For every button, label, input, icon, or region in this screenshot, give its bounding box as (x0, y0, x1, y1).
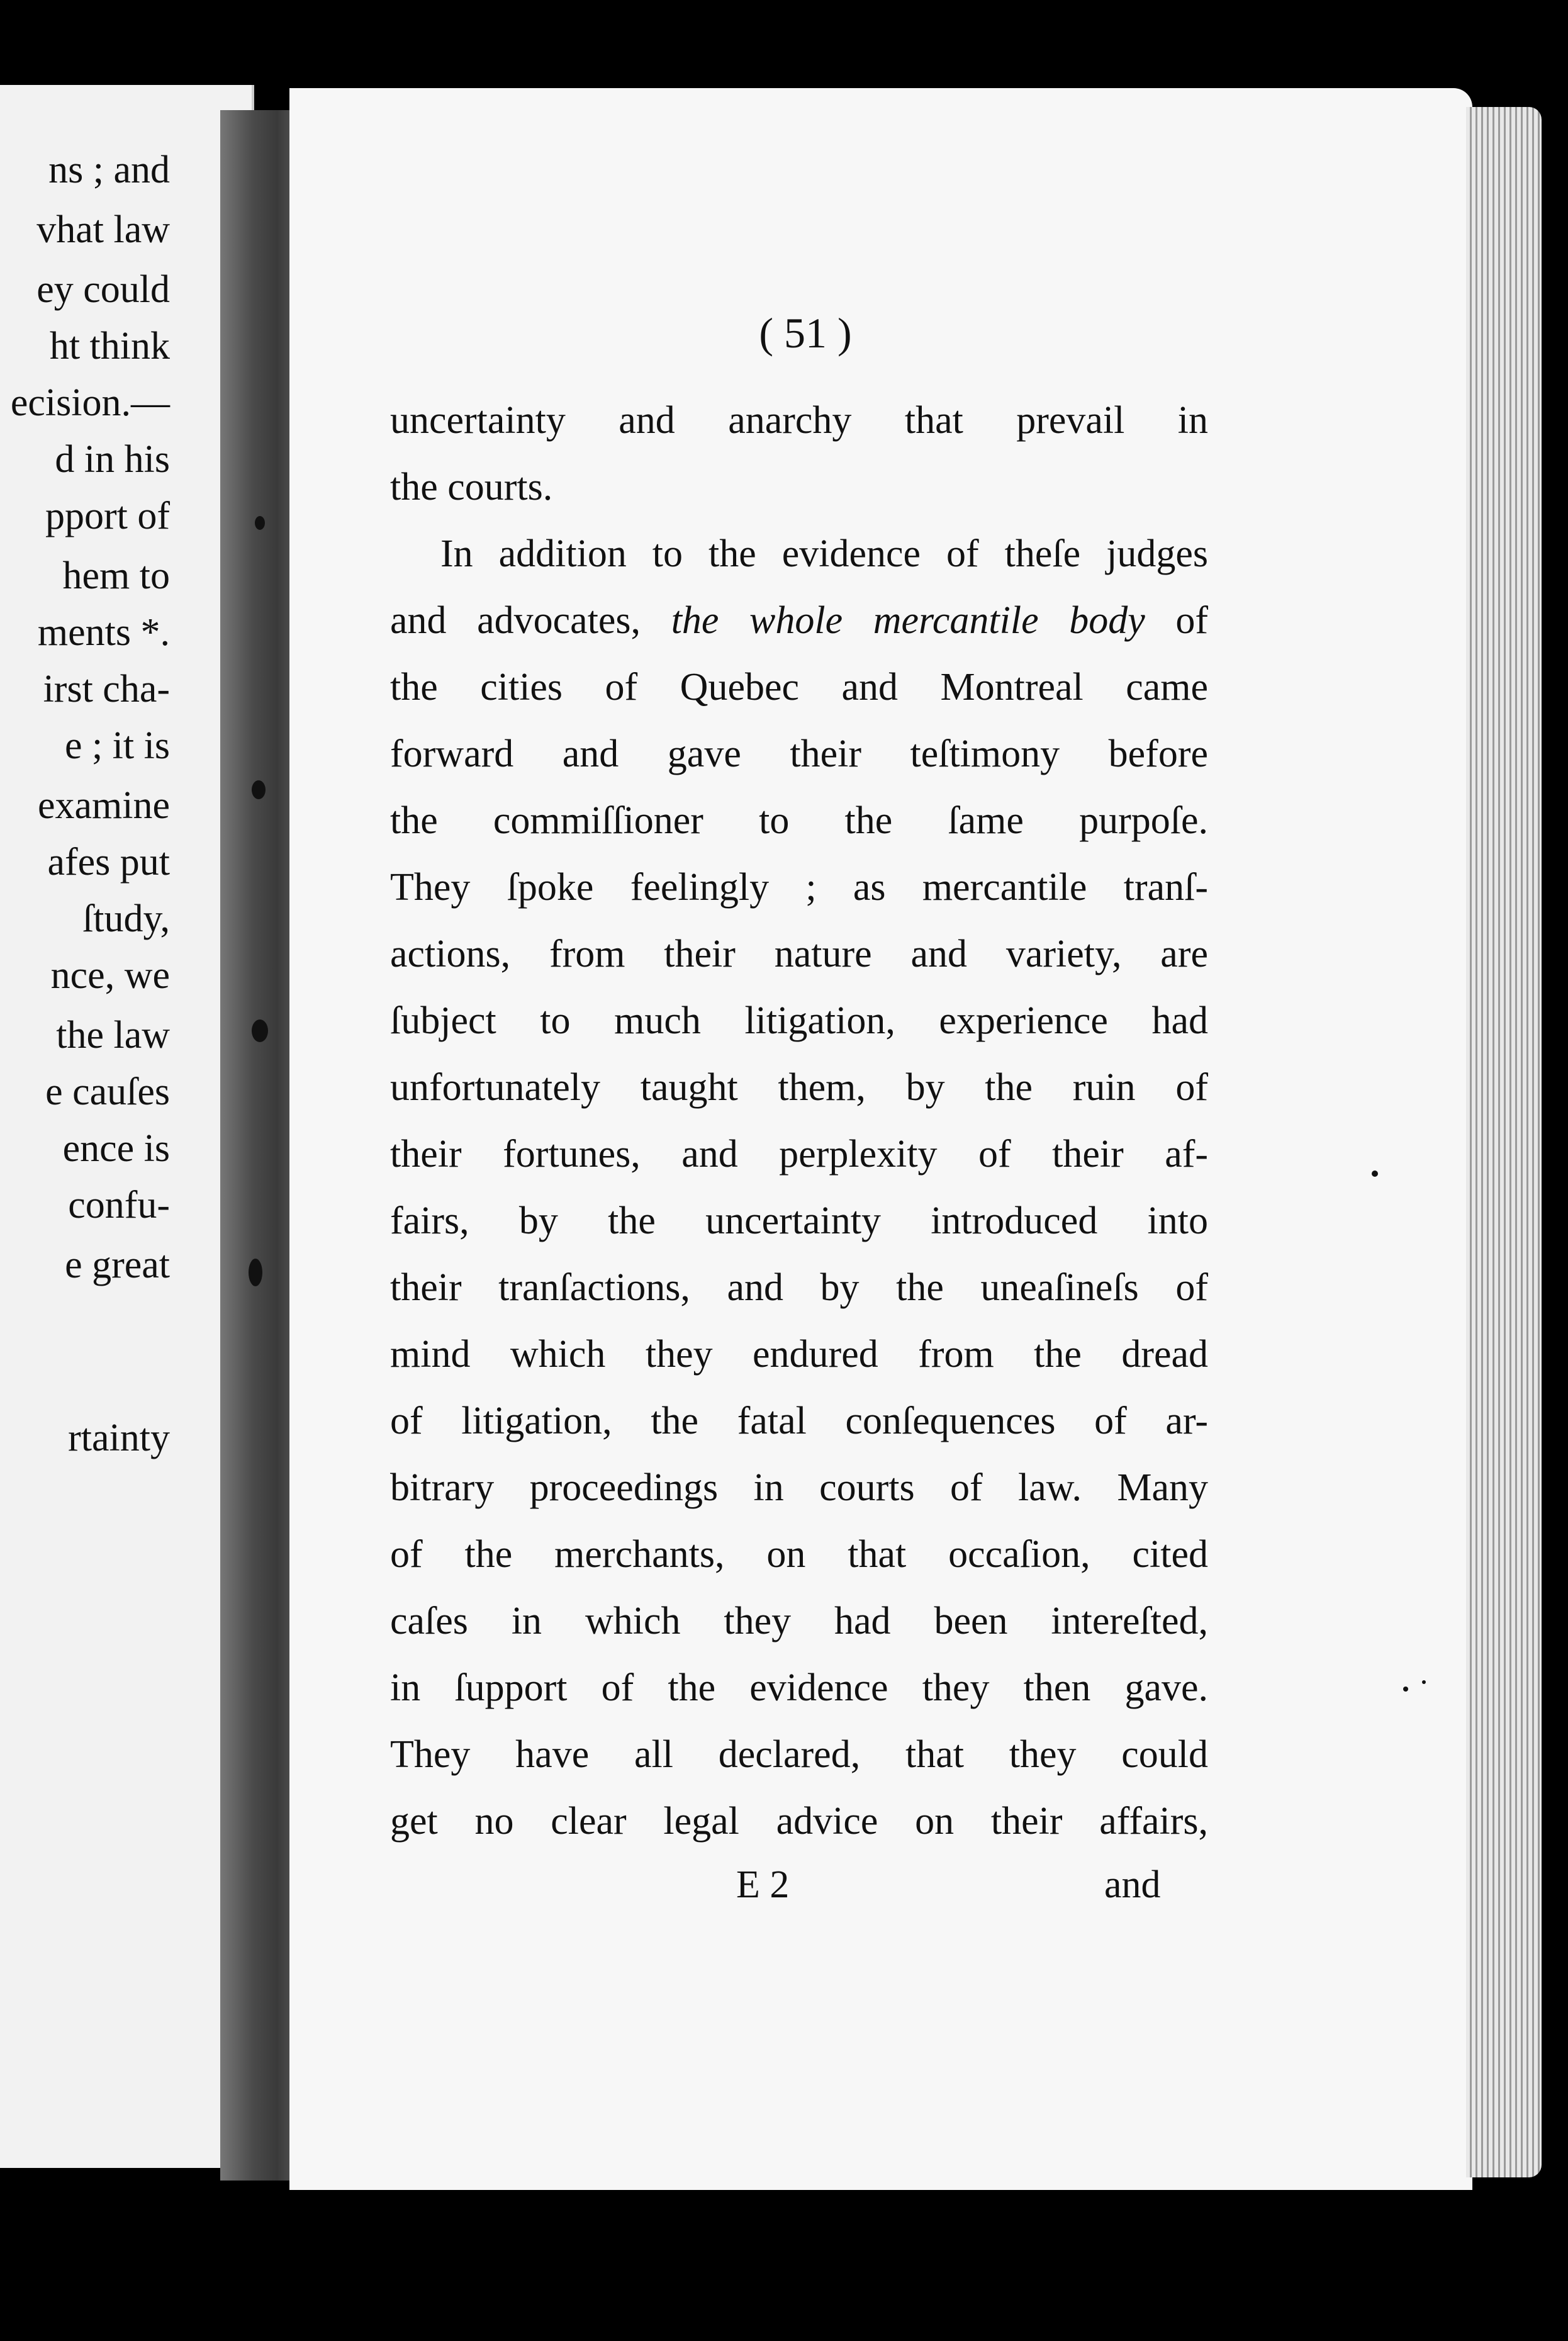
text-segment: unfortunately taught them, by the ruin of (390, 1066, 1208, 1109)
left-page-line: ſtudy, (82, 897, 170, 940)
left-page-line: e great (65, 1243, 170, 1286)
text-line (390, 854, 1208, 921)
text-segment: bitrary proceedings in courts of law. Many (390, 1466, 1208, 1509)
page-edges (1466, 107, 1542, 2177)
text-segment: get no clear legal advice on their affairs, (390, 1800, 1208, 1843)
ink-speck (252, 1019, 268, 1042)
text-line (390, 1187, 1208, 1254)
text-segment: actions, from their nature and variety, are (390, 933, 1208, 975)
text-segment: caſes in which they had been intereſted, (390, 1600, 1208, 1642)
left-page-line: e ; it is (64, 724, 170, 767)
text-segment: of litigation, the fatal conſequences of ar- (390, 1400, 1208, 1442)
text-segment: uncertainty and anarchy that prevail in (390, 399, 1208, 442)
text-line (390, 1254, 1208, 1321)
text-line (390, 1654, 1208, 1721)
text-line (390, 787, 1208, 854)
left-page-line: ey could (36, 268, 170, 311)
text-line (390, 721, 1208, 787)
left-page-line: rtainty (68, 1417, 170, 1459)
ink-speck (1403, 1687, 1408, 1692)
text-line (390, 1121, 1208, 1187)
text-line (390, 587, 1208, 654)
text-line (390, 921, 1208, 987)
text-line (390, 520, 1208, 587)
left-page-line: examine (37, 784, 170, 827)
ink-speck (1422, 1680, 1426, 1684)
text-segment: the courts. (390, 466, 553, 508)
body-text (390, 387, 1208, 1855)
text-line (390, 987, 1208, 1054)
text-segment: fairs, by the uncertainty introduced into (390, 1199, 1208, 1242)
text-segment: in ſupport of the evidence they then gave. (390, 1666, 1208, 1709)
text-line (390, 1054, 1208, 1121)
ink-speck (255, 516, 265, 530)
text-segment: In addition to the evidence of theſe judges (440, 532, 1208, 575)
left-page-line: vhat law (36, 208, 170, 251)
text-line (390, 454, 1208, 520)
ink-speck (252, 780, 266, 799)
left-page-line: d in his (55, 438, 170, 481)
left-page-line: ns ; and (48, 149, 170, 191)
left-page-line: pport of (45, 495, 170, 537)
signature-mark: E 2 (736, 1863, 790, 1906)
text-segment: They have all declared, that they could (390, 1733, 1208, 1776)
left-page-line: nce, we (50, 954, 170, 997)
text-line (390, 1388, 1208, 1454)
text-line (390, 1721, 1208, 1788)
text-segment: the commiſſioner to the ſame purpoſe. (390, 799, 1208, 842)
left-page-line: ments *. (37, 611, 170, 654)
text-line (390, 1788, 1208, 1855)
text-segment: mind which they endured from the dread (390, 1333, 1208, 1376)
text-segment: of (1145, 599, 1208, 642)
text-line (390, 1521, 1208, 1588)
ink-speck (1372, 1170, 1378, 1177)
text-line (390, 1454, 1208, 1521)
text-segment: and advocates, (390, 599, 671, 642)
text-segment: of the merchants, on that occaſion, cited (390, 1533, 1208, 1576)
text-segment: They ſpoke feelingly ; as mercantile tranſ- (390, 866, 1208, 909)
left-page-line: irst cha- (43, 668, 170, 710)
left-page-line: ecision.— (10, 381, 170, 424)
text-segment: their fortunes, and perplexity of their af- (390, 1133, 1208, 1176)
page-number: ( 51 ) (759, 309, 852, 357)
italic-phrase: the whole mercantile body (671, 599, 1145, 642)
left-page-line: hem to (62, 554, 170, 597)
text-segment: forward and gave their teſtimony before (390, 733, 1208, 775)
text-line (390, 1588, 1208, 1654)
catchword: and (1104, 1863, 1161, 1906)
text-segment: ſubject to much litigation, experience had (390, 999, 1208, 1042)
left-page-line: e cauſes (45, 1070, 170, 1113)
ink-speck (249, 1259, 262, 1286)
left-page-line: afes put (47, 841, 170, 884)
text-line (390, 654, 1208, 721)
text-segment: their tranſactions, and by the uneaſineſs of (390, 1266, 1208, 1309)
text-line (390, 1321, 1208, 1388)
left-page-line: ence is (62, 1127, 170, 1170)
text-segment: the cities of Quebec and Montreal came (390, 666, 1208, 709)
left-page-line: ht think (49, 325, 170, 368)
text-line (390, 387, 1208, 454)
left-page-line: the law (56, 1014, 170, 1057)
left-page-line: confu- (68, 1184, 170, 1227)
previous-page (0, 85, 254, 2168)
